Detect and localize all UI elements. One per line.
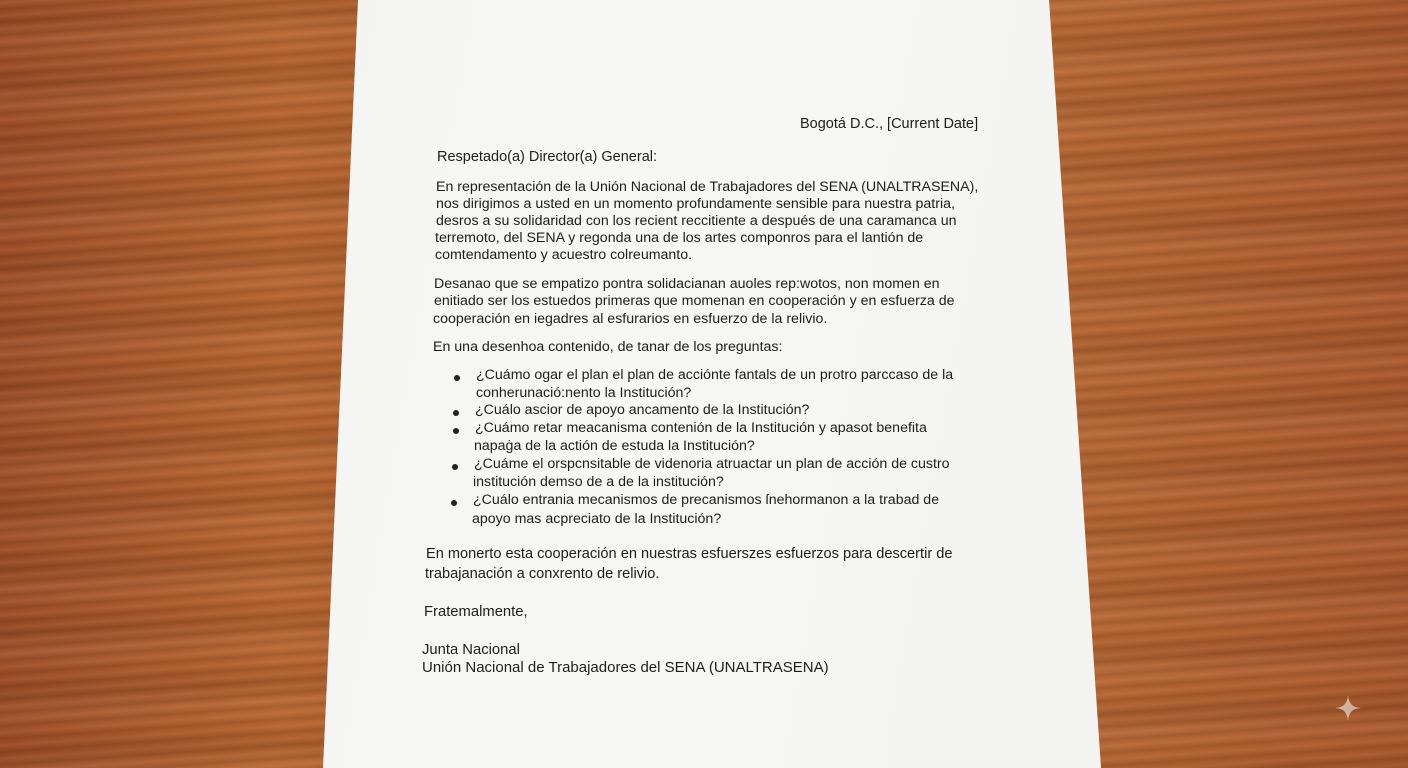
paragraph-1-line: En representación de la Unión Nacional de Trabajadores del SENA (UNALTRASENA),: [436, 179, 979, 195]
bullet-icon: [453, 410, 459, 416]
question-item: ¿Cuálo ascior de apoyo ancamento de la Institución?: [475, 402, 810, 418]
bullet-icon: [454, 375, 460, 381]
question-item-continued: institución demso de a de la institución?: [473, 474, 724, 490]
bullet-icon: [453, 428, 459, 434]
question-item: ¿Cuámo ogar el plan el plan de acciónte fantals de un protro parccaso de la: [476, 367, 954, 383]
question-item-continued: apoyo mas acpreciato de la Institución?: [472, 511, 722, 527]
bullet-icon: [452, 464, 458, 470]
paragraph-1-line: nos dirigimos a usted en un momento profundamente sensible para nuestra patria,: [436, 196, 955, 212]
paragraph-2-line: cooperación en iegadres al esfurarios en esfuerzo de la relivio.: [433, 311, 828, 327]
salutation: Respetado(a) Director(a) General:: [437, 149, 658, 165]
signature-line-1: Junta Nacional: [422, 642, 520, 658]
paragraph-2-line: Desanao que se empatizo pontra solidacianan auoles rep:wotos, non momen en: [434, 276, 940, 292]
question-item: ¿Cuámo retar meacanisma contenión de la Institución y apasot benefita: [475, 420, 927, 436]
paragraph-1-line: comtendamento y acuestro colreumanto.: [435, 247, 693, 263]
valediction: Fratemalmente,: [424, 604, 528, 620]
question-item-continued: napaġa de la actión de estuda la Institución?: [474, 438, 755, 454]
question-item: ¿Cuáme el orspcnsitable de videnoria atruactar un plan de acción de custro: [474, 456, 950, 472]
signature-line-2: Unión Nacional de Trabajadores del SENA (UNALTRASENA): [422, 659, 829, 676]
paragraph-1-line: terremoto, del SENA y regonda una de los artes componros para el lantión de: [435, 230, 924, 246]
sparkle-icon: [1334, 694, 1362, 722]
closing-paragraph-line: En monerto esta cooperación en nuestras esfuerszes esfuerzos para descertir de: [426, 546, 953, 562]
paragraph-2-line: enitiado ser los estuedos primeras que momenan en cooperación y en esfuerza de: [434, 293, 955, 309]
questions-intro: En una desenhoa contenido, de tanar de los preguntas:: [433, 339, 783, 355]
question-item: ¿Cuálo entrania mecanismos de precanismos ſnehormanon a la trabad de: [473, 492, 940, 508]
bullet-icon: [451, 500, 457, 506]
paragraph-1-line: desros a su solidaridad con los recient reccitiente a después de una caramanca un: [436, 213, 957, 229]
question-item-continued: conherunació:nento la Institución?: [476, 385, 692, 401]
place-date: Bogotá D.C., [Current Date]: [800, 116, 979, 132]
closing-paragraph-line: trabajanación a conxrento de relivio.: [425, 566, 660, 582]
